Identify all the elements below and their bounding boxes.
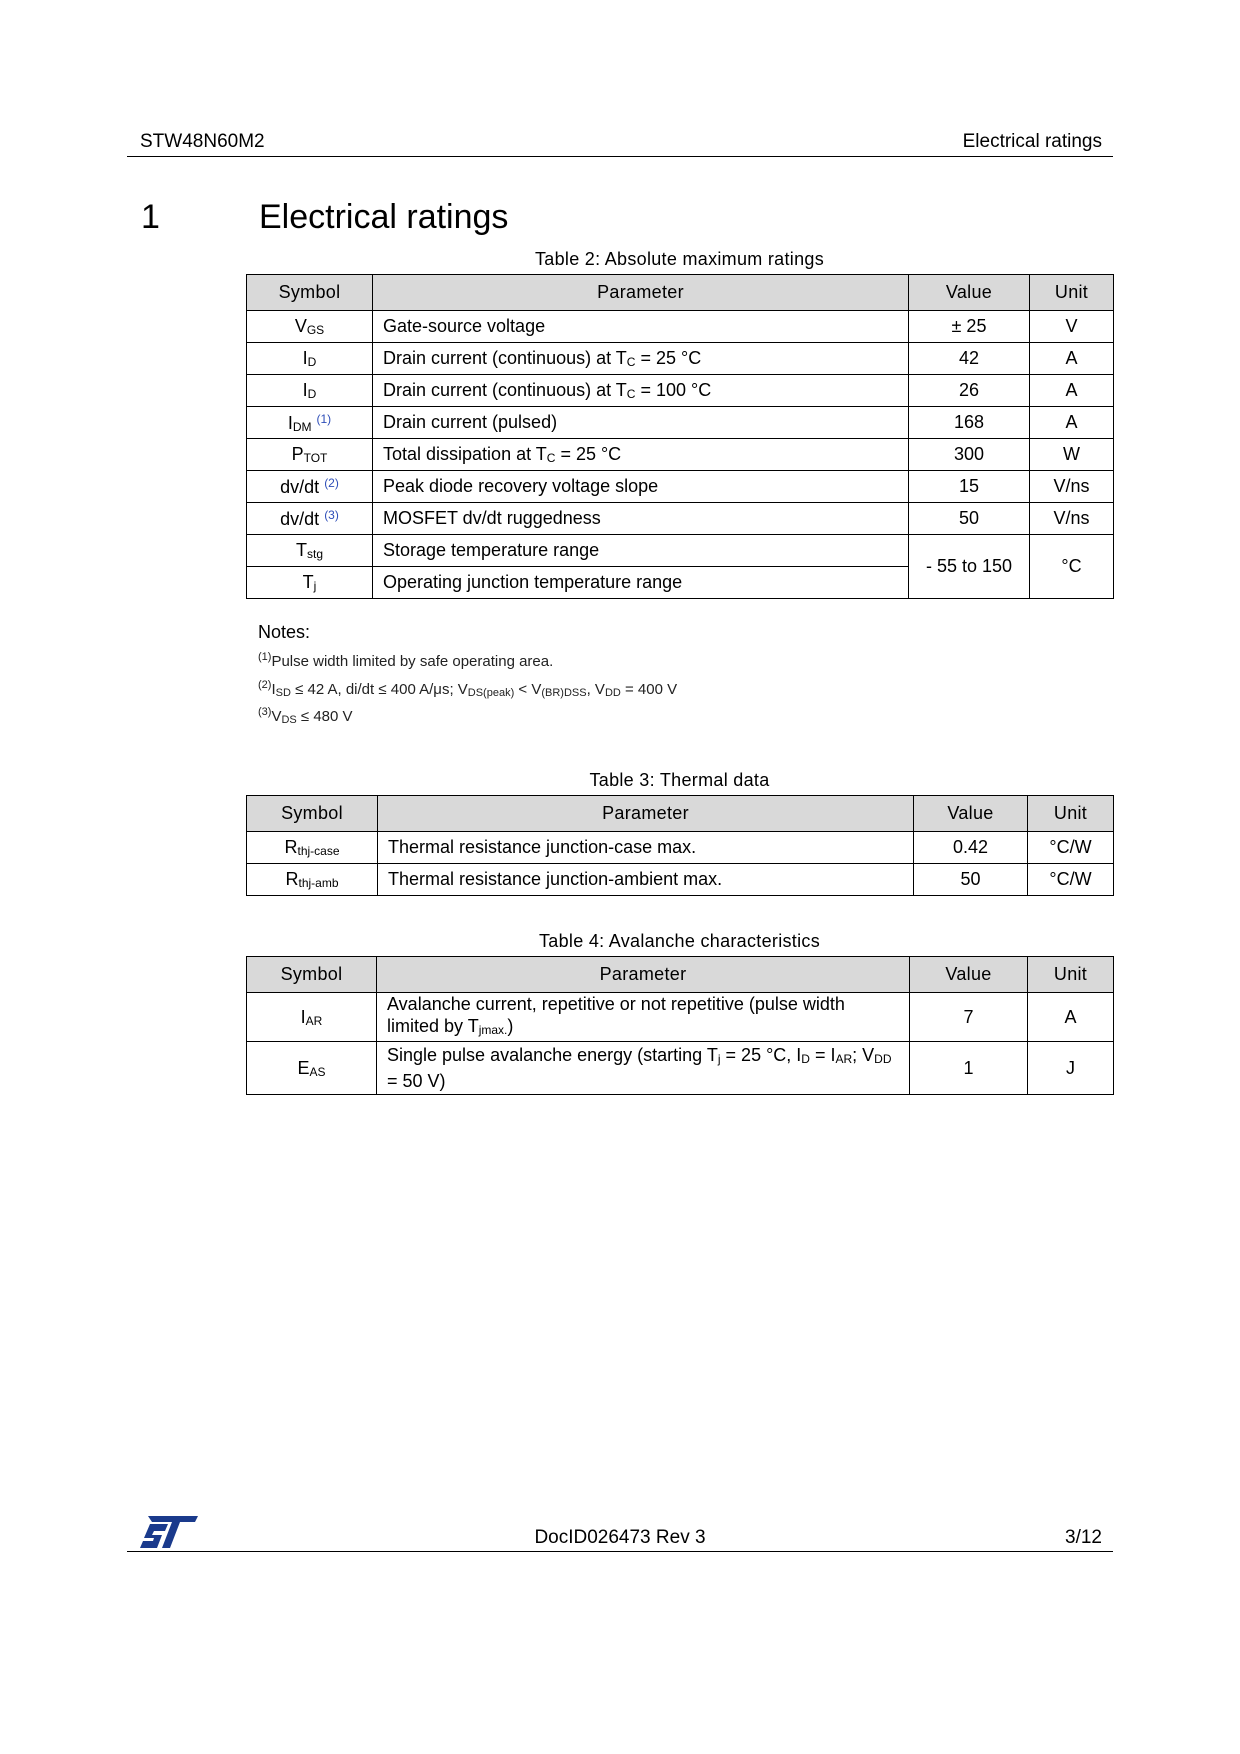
table-row bbox=[247, 993, 1114, 1042]
parameter-text: ; V bbox=[852, 1045, 875, 1065]
value-cell: 50 bbox=[914, 864, 1028, 896]
symbol-cell bbox=[247, 439, 373, 471]
parameter: Gate-source voltage bbox=[383, 316, 546, 336]
unit-cell: W bbox=[1030, 439, 1114, 471]
unit-cell: A bbox=[1028, 993, 1114, 1042]
value-cell: 1 bbox=[910, 1042, 1028, 1095]
parameter-subscript: C bbox=[546, 451, 556, 465]
note-3 bbox=[258, 706, 353, 726]
parameter-cell bbox=[373, 439, 909, 471]
symbol-subscript: TOT bbox=[303, 451, 328, 465]
table4-caption: Table 4: Avalanche characteristics bbox=[538, 931, 821, 951]
table-row bbox=[247, 864, 1114, 896]
unit-cell: °C/W bbox=[1028, 832, 1114, 864]
unit-cell: A bbox=[1030, 375, 1114, 407]
table-row bbox=[247, 832, 1114, 864]
parameter-cell bbox=[377, 993, 910, 1042]
parameter-text: = 50 V) bbox=[387, 1071, 446, 1091]
footer-doc-id: DocID026473 Rev 3 bbox=[534, 1527, 706, 1548]
col-parameter: Parameter bbox=[377, 957, 910, 993]
parameter: Operating junction temperature range bbox=[383, 572, 683, 592]
symbol-cell bbox=[247, 311, 373, 343]
table-row bbox=[247, 375, 1114, 407]
parameter: Drain current (pulsed) bbox=[383, 412, 558, 432]
parameter: Storage temperature range bbox=[383, 540, 600, 560]
note-reference-link[interactable]: (2) bbox=[324, 475, 339, 490]
value-cell: 300 bbox=[909, 439, 1030, 471]
absolute-max-ratings-table bbox=[246, 274, 1114, 599]
t: ≤ 480 V bbox=[296, 708, 353, 725]
parameter-cell: Thermal resistance junction-ambient max. bbox=[378, 864, 914, 896]
col-symbol: Symbol bbox=[247, 957, 377, 993]
header-rule bbox=[127, 156, 1113, 157]
parameter-subscript: DD bbox=[874, 1052, 892, 1066]
value-cell: 7 bbox=[910, 993, 1028, 1042]
symbol-cell bbox=[247, 375, 373, 407]
parameter-cell bbox=[373, 471, 909, 503]
unit-cell: V bbox=[1030, 311, 1114, 343]
notes-title: Notes: bbox=[258, 622, 311, 642]
note-text: Pulse width limited by safe operating area. bbox=[271, 653, 554, 670]
symbol-cell bbox=[247, 503, 373, 535]
note-2 bbox=[258, 679, 677, 699]
symbol-subscript: DM bbox=[292, 419, 312, 434]
symbol: E bbox=[297, 1057, 310, 1078]
unit-cell: V/ns bbox=[1030, 471, 1114, 503]
parameter-cell bbox=[373, 343, 909, 375]
value-cell: 42 bbox=[909, 343, 1030, 375]
parameter-tail: = 25 °C bbox=[555, 444, 622, 464]
table-row bbox=[247, 343, 1114, 375]
header-doc-name: STW48N60M2 bbox=[140, 131, 265, 152]
col-unit: Unit bbox=[1028, 796, 1114, 832]
t: I bbox=[271, 681, 276, 698]
unit-cell: V/ns bbox=[1030, 503, 1114, 535]
value-cell: 26 bbox=[909, 375, 1030, 407]
col-unit: Unit bbox=[1030, 275, 1114, 311]
table-row bbox=[247, 311, 1114, 343]
table-header-row bbox=[247, 796, 1114, 832]
table-row bbox=[247, 471, 1114, 503]
symbol-subscript: D bbox=[307, 355, 317, 369]
symbol-cell bbox=[247, 993, 377, 1042]
symbol: I bbox=[302, 348, 308, 368]
t: V bbox=[271, 708, 282, 725]
symbol-subscript: D bbox=[307, 387, 317, 401]
col-parameter: Parameter bbox=[373, 275, 909, 311]
parameter-tail: = 100 °C bbox=[635, 380, 712, 400]
note-mark: (3) bbox=[258, 706, 272, 718]
footer-page-number: 3/12 bbox=[1065, 1527, 1102, 1548]
parameter-text: Single pulse avalanche energy (starting T bbox=[387, 1045, 718, 1065]
section-number: 1 bbox=[141, 198, 160, 236]
table-row bbox=[247, 503, 1114, 535]
symbol: dv/dt bbox=[280, 508, 320, 529]
symbol-cell bbox=[247, 864, 378, 896]
value-cell: 15 bbox=[909, 471, 1030, 503]
symbol: P bbox=[291, 444, 304, 464]
col-symbol: Symbol bbox=[247, 275, 373, 311]
parameter: Peak diode recovery voltage slope bbox=[383, 476, 659, 496]
parameter: Total dissipation at T bbox=[383, 444, 547, 464]
parameter-subscript: AR bbox=[835, 1052, 853, 1066]
symbol: I bbox=[300, 1006, 306, 1027]
parameter-cell: Thermal resistance junction-case max. bbox=[378, 832, 914, 864]
unit-cell: A bbox=[1030, 407, 1114, 439]
symbol: T bbox=[295, 540, 307, 560]
parameter-subscript: j bbox=[717, 1052, 721, 1066]
footer-rule bbox=[127, 1551, 1113, 1552]
t: DS(peak) bbox=[467, 687, 515, 699]
symbol: R bbox=[285, 869, 299, 889]
t: < V bbox=[514, 681, 542, 698]
symbol-subscript: GS bbox=[306, 323, 325, 337]
symbol-cell bbox=[247, 1042, 377, 1095]
symbol-cell bbox=[247, 535, 373, 567]
parameter-text: = I bbox=[809, 1045, 836, 1065]
header-section: Electrical ratings bbox=[962, 131, 1102, 152]
note-1 bbox=[258, 651, 553, 670]
unit-cell: °C bbox=[1030, 535, 1114, 599]
col-symbol: Symbol bbox=[247, 796, 378, 832]
value-cell: 0.42 bbox=[914, 832, 1028, 864]
table-row bbox=[247, 1042, 1114, 1095]
col-parameter: Parameter bbox=[378, 796, 914, 832]
t: DD bbox=[604, 687, 621, 699]
value-cell: 50 bbox=[909, 503, 1030, 535]
symbol-subscript: AS bbox=[309, 1064, 326, 1079]
unit-cell: J bbox=[1028, 1042, 1114, 1095]
symbol: V bbox=[294, 316, 307, 336]
symbol: dv/dt bbox=[280, 476, 320, 497]
note-mark: (1) bbox=[258, 651, 272, 663]
symbol-cell bbox=[247, 471, 373, 503]
note-mark: (2) bbox=[258, 679, 272, 691]
t: (BR)DSS bbox=[541, 687, 587, 699]
parameter-subscript: D bbox=[801, 1052, 810, 1066]
parameter-text: Avalanche current, repetitive or not repetitive (pulse width limited by T bbox=[387, 994, 845, 1036]
parameter-subscript: jmax. bbox=[478, 1023, 508, 1037]
symbol-cell bbox=[247, 407, 373, 439]
parameter: Drain current (continuous) at T bbox=[383, 348, 627, 368]
symbol: T bbox=[302, 572, 314, 592]
col-value: Value bbox=[909, 275, 1030, 311]
symbol-subscript: thj-case bbox=[297, 844, 340, 858]
t: , V bbox=[586, 681, 605, 698]
unit-cell: °C/W bbox=[1028, 864, 1114, 896]
symbol: I bbox=[302, 380, 308, 400]
symbol-cell bbox=[247, 832, 378, 864]
table-row bbox=[247, 439, 1114, 471]
t: ≤ 42 A, di/dt ≤ 400 A/μs; V bbox=[290, 681, 468, 698]
parameter-text: = 25 °C, I bbox=[720, 1045, 802, 1065]
parameter: Drain current (continuous) at T bbox=[383, 380, 627, 400]
table-header-row bbox=[247, 275, 1114, 311]
thermal-data-table bbox=[246, 795, 1114, 896]
symbol-subscript: stg bbox=[306, 547, 323, 561]
parameter-cell bbox=[373, 503, 909, 535]
parameter-subscript: C bbox=[626, 355, 636, 369]
value-cell: ± 25 bbox=[909, 311, 1030, 343]
section-title: Electrical ratings bbox=[259, 198, 509, 236]
table-row bbox=[247, 535, 1114, 567]
table-row bbox=[247, 407, 1114, 439]
value-cell: - 55 to 150 bbox=[909, 535, 1030, 599]
t: DS bbox=[281, 714, 297, 726]
parameter-cell bbox=[373, 375, 909, 407]
avalanche-table bbox=[246, 956, 1114, 1095]
value-cell: 168 bbox=[909, 407, 1030, 439]
parameter-cell bbox=[373, 535, 909, 567]
parameter-cell bbox=[373, 407, 909, 439]
symbol-subscript: thj-amb bbox=[298, 876, 339, 890]
parameter-subscript: C bbox=[626, 387, 636, 401]
symbol-cell bbox=[247, 567, 373, 599]
unit-cell: A bbox=[1030, 343, 1114, 375]
parameter-cell bbox=[373, 567, 909, 599]
col-unit: Unit bbox=[1028, 957, 1114, 993]
col-value: Value bbox=[910, 957, 1028, 993]
table3-caption: Table 3: Thermal data bbox=[589, 770, 770, 790]
parameter: MOSFET dv/dt ruggedness bbox=[383, 508, 601, 528]
parameter-tail: = 25 °C bbox=[635, 348, 702, 368]
symbol-subscript: j bbox=[313, 579, 317, 593]
symbol: I bbox=[287, 412, 293, 433]
t: = 400 V bbox=[620, 681, 678, 698]
parameter-cell bbox=[373, 311, 909, 343]
table2-caption: Table 2: Absolute maximum ratings bbox=[534, 249, 825, 269]
symbol: R bbox=[284, 837, 298, 857]
note-reference-link[interactable]: (1) bbox=[316, 411, 332, 426]
parameter-cell bbox=[377, 1042, 910, 1095]
parameter-text: ) bbox=[507, 1016, 514, 1036]
t: SD bbox=[275, 687, 291, 699]
symbol-cell bbox=[247, 343, 373, 375]
note-reference-link[interactable]: (3) bbox=[324, 507, 339, 522]
table-header-row bbox=[247, 957, 1114, 993]
col-value: Value bbox=[914, 796, 1028, 832]
symbol-subscript: AR bbox=[305, 1013, 323, 1028]
